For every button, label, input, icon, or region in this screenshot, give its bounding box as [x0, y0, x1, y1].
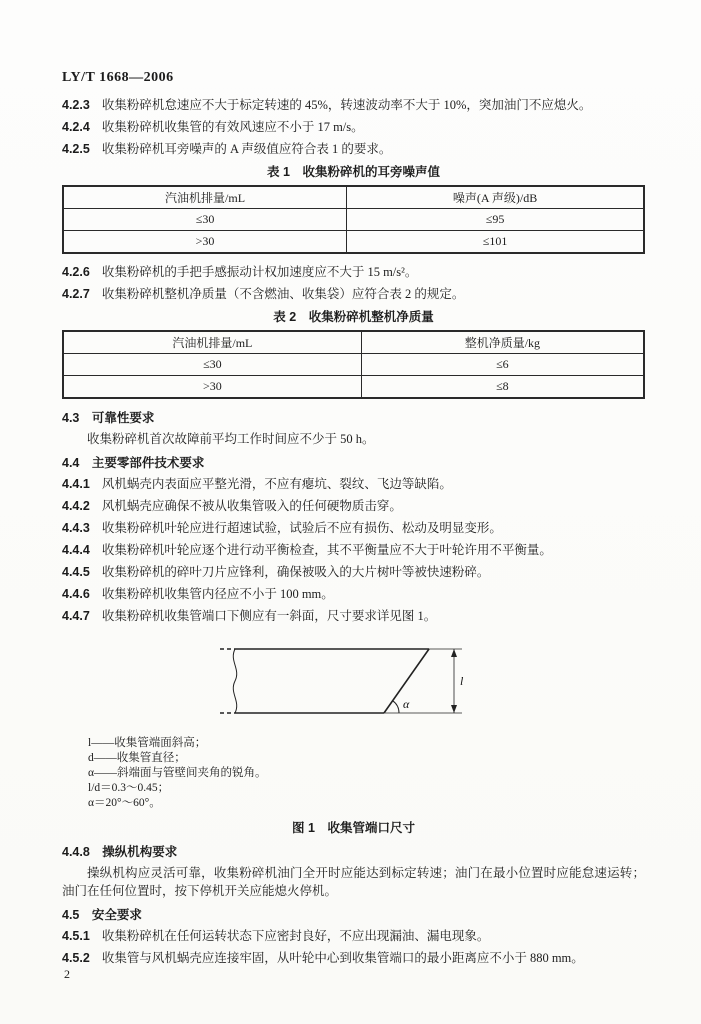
table2-cell: ≤6 — [361, 354, 644, 376]
section-heading-4-4-8: 4.4.8 操纵机构要求 — [62, 845, 178, 859]
clause-text: 收集粉碎机叶轮应进行超速试验，试验后不应有损伤、松动及明显变形。 — [101, 521, 502, 535]
clause-4-2-7 — [62, 285, 645, 303]
section-4-4-8-body: 操纵机构应灵活可靠，收集粉碎机油门全开时应能达到标定转速；油门在最小位置时应能怠速运转；油门在任何位置时，按下停机开关应能熄火停机。 — [62, 866, 645, 898]
table2-header-displacement: 汽油机排量/mL — [63, 331, 361, 354]
table2-header-mass: 整机净质量/kg — [361, 331, 644, 354]
table2-cell: >30 — [63, 376, 361, 399]
table-row — [63, 376, 644, 399]
section-heading-4-3: 4.3 可靠性要求 — [62, 411, 155, 425]
clause-4-4-3 — [62, 519, 645, 537]
clause-text: 收集粉碎机叶轮应逐个进行动平衡检查，其不平衡量应不大于叶轮许用不平衡量。 — [101, 543, 552, 557]
clause-number: 4.2.4 — [62, 120, 90, 134]
clause-text: 风机蜗壳应确保不被从收集管吸入的任何硬物质击穿。 — [101, 499, 402, 513]
clause-text: 风机蜗壳内表面应平整光滑，不应有瘪坑、裂纹、飞边等缺陷。 — [101, 477, 452, 491]
clause-4-4-2 — [62, 497, 645, 515]
table-row — [63, 209, 644, 231]
section-heading-4-5: 4.5 安全要求 — [62, 908, 142, 922]
table2-caption: 表 2 收集粉碎机整机净质量 — [273, 310, 434, 324]
table2-net-mass — [62, 330, 645, 399]
clause-number: 4.2.5 — [62, 142, 90, 156]
clause-text: 收集管与风机蜗壳应连接牢固，从叶轮中心到收集管端口的最小距离应不小于 880 mm。 — [101, 951, 584, 965]
dimension-arrow-bottom — [451, 705, 457, 713]
table1-caption: 表 1 收集粉碎机的耳旁噪声值 — [267, 165, 440, 179]
clause-4-2-3 — [62, 96, 645, 114]
table1-cell: ≤101 — [347, 231, 644, 254]
clause-number: 4.5.1 — [62, 929, 90, 943]
figure-legend — [88, 736, 645, 811]
clause-4-4-5 — [62, 563, 645, 581]
section-heading-4-4: 4.4 主要零部件技术要求 — [62, 456, 205, 470]
clause-number: 4.4.4 — [62, 543, 90, 557]
clause-number: 4.2.6 — [62, 265, 90, 279]
table1-noise-levels — [62, 185, 645, 254]
legend-line: l——收集管端面斜高； — [88, 737, 207, 749]
angle-arc — [392, 701, 398, 713]
clause-number: 4.4.5 — [62, 565, 90, 579]
section-4-3-body: 收集粉碎机首次故障前平均工作时间应不少于 50 h。 — [87, 432, 375, 446]
table1-cell: >30 — [63, 231, 347, 254]
dimension-arrow-top — [451, 649, 457, 657]
clause-4-2-6 — [62, 263, 645, 281]
clause-4-5-1 — [62, 927, 645, 945]
clause-number: 4.4.1 — [62, 477, 90, 491]
clause-number: 4.2.3 — [62, 98, 90, 112]
table2-header-row — [63, 331, 644, 354]
clause-4-4-4 — [62, 541, 645, 559]
clause-number: 4.4.7 — [62, 609, 90, 623]
clause-number: 4.4.3 — [62, 521, 90, 535]
clause-number: 4.5.2 — [62, 951, 90, 965]
clause-4-2-5 — [62, 140, 645, 158]
pipe-break-line — [233, 649, 236, 713]
angle-label: α — [402, 697, 409, 711]
clause-text: 收集粉碎机收集管端口下侧应有一斜面，尺寸要求详见图 1。 — [101, 609, 437, 623]
table-row — [63, 231, 644, 254]
table1-header-row — [63, 186, 644, 209]
clause-text: 收集粉碎机耳旁噪声的 A 声级值应符合表 1 的要求。 — [101, 142, 392, 156]
table-row — [63, 354, 644, 376]
table2-cell: ≤30 — [63, 354, 361, 376]
clause-text: 收集粉碎机收集管内径应不小于 100 mm。 — [101, 587, 334, 601]
clause-4-5-2 — [62, 949, 645, 967]
table1-header-displacement: 汽油机排量/mL — [63, 186, 347, 209]
clause-4-4-6 — [62, 585, 645, 603]
page-number: 2 — [64, 967, 70, 981]
figure-1-caption: 图 1 收集管端口尺寸 — [292, 821, 415, 835]
table1-cell: ≤30 — [63, 209, 347, 231]
dimension-label: l — [459, 674, 463, 688]
clause-text: 收集粉碎机的碎叶刀片应锋利，确保被吸入的大片树叶等被快速粉碎。 — [101, 565, 490, 579]
table2-cell: ≤8 — [361, 376, 644, 399]
clause-text: 收集粉碎机收集管的有效风速应不小于 17 m/s。 — [101, 120, 364, 134]
clause-number: 4.4.2 — [62, 499, 90, 513]
legend-line: α——斜端面与管壁间夹角的锐角。 — [88, 767, 267, 779]
clause-4-2-4 — [62, 118, 645, 136]
legend-line: l/d＝0.3～0.45； — [88, 782, 170, 794]
pipe-end-diagram — [204, 631, 504, 727]
table1-cell: ≤95 — [347, 209, 644, 231]
clause-4-4-7 — [62, 607, 645, 625]
table1-header-noise: 噪声(A 声级)/dB — [347, 186, 644, 209]
clause-number: 4.4.6 — [62, 587, 90, 601]
legend-line: d——收集管直径； — [88, 752, 186, 764]
legend-line: α＝20°～60°。 — [88, 797, 161, 809]
standard-number-header: LY/T 1668—2006 — [62, 70, 174, 85]
clause-text: 收集粉碎机整机净质量（不含燃油、收集袋）应符合表 2 的规定。 — [101, 287, 465, 301]
clause-text: 收集粉碎机的手把手感振动计权加速度应不大于 15 m/s²。 — [101, 265, 418, 279]
clause-number: 4.2.7 — [62, 287, 90, 301]
clause-4-4-1 — [62, 475, 645, 493]
clause-text: 收集粉碎机怠速应不大于标定转速的 45%，转速波动率不大于 10%，突加油门不应熄火。 — [101, 98, 592, 112]
figure-1 — [62, 631, 645, 732]
clause-text: 收集粉碎机在任何运转状态下应密封良好，不应出现漏油、漏电现象。 — [101, 929, 490, 943]
